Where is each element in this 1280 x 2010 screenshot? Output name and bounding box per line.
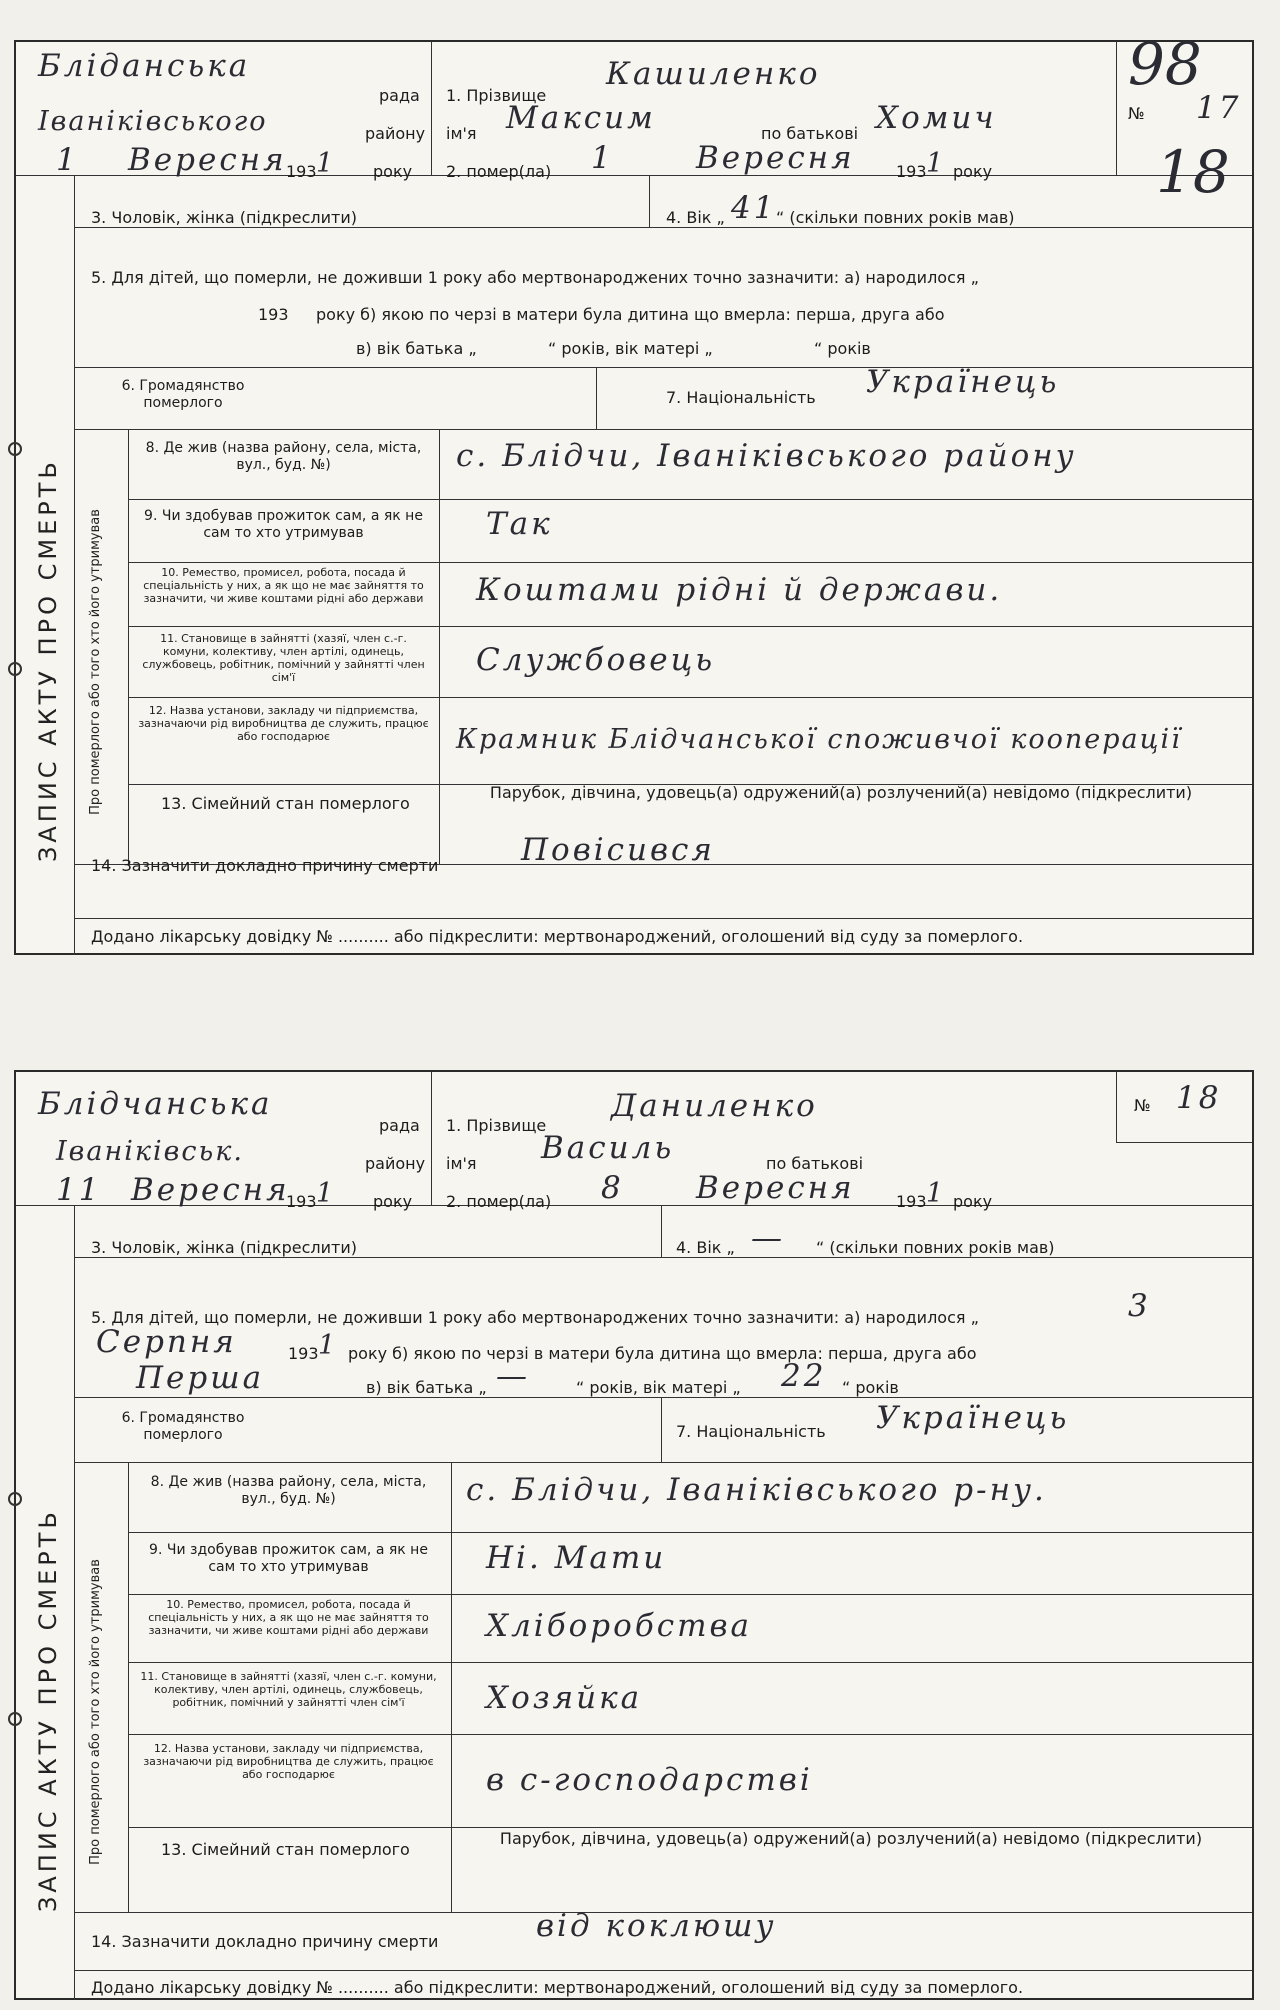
footer-note: Додано лікарську довідку № .......... або підкреслити: мертвонароджений, оголошений від суду за померлого. <box>91 1978 1024 1997</box>
record-number-label: № <box>1128 104 1145 123</box>
record-number: 17 <box>1196 90 1242 126</box>
marital-label: 13. Сімейний стан померлого <box>161 1840 410 1859</box>
citizenship-label: 6. Громадянство померлого <box>121 378 245 411</box>
age-label-prefix: 4. Вік „ <box>666 208 725 227</box>
entry-year-digit: 1 <box>316 148 336 179</box>
surname-label: 1. Прізвище <box>446 1116 547 1135</box>
years-label: “ років <box>842 1378 899 1397</box>
name-label: ім'я <box>446 124 477 143</box>
district-name: Іваніківського <box>38 106 268 137</box>
surname-label: 1. Прізвище <box>446 86 547 105</box>
age-value: 41 <box>731 190 777 226</box>
child-born-day: 3 <box>1128 1288 1151 1324</box>
occupation-label: 10. Ремество, промисел, робота, посада й спеціальність у них, а як що не має зайняття то зазначити, чи живе коштами рідні або держави <box>148 1598 429 1637</box>
cause-label: 14. Зазначити докладно причину смерти <box>91 856 439 875</box>
entry-day: 1 <box>56 142 79 178</box>
institution-label: 12. Назва установи, закладу чи підприємства, зазначаючи рід виробництва де служить, працює або господарює <box>143 1742 434 1781</box>
district-name: Іваніківськ. <box>56 1136 244 1167</box>
position-value: Хозяйка <box>486 1680 643 1716</box>
father-age-label: в) вік батька „ <box>356 339 477 358</box>
side-subtitle: Про померлого або того хто його утримував <box>88 1559 103 1865</box>
nationality-label: 7. Національність <box>666 388 816 407</box>
year-label: року <box>373 1192 413 1211</box>
council-label: рада <box>379 1116 420 1135</box>
occupation-label: 10. Ремество, промисел, робота, посада й спеціальність у них, а як що не має зайняття то зазначити, чи живе коштами рідні або держави <box>143 566 424 605</box>
mother-age: 22 <box>781 1358 827 1394</box>
position-value: Службовець <box>476 642 716 678</box>
mother-age-label: “ років, вік матері „ <box>548 339 713 358</box>
entry-year-prefix: 193 <box>286 162 317 181</box>
margin-number: 18 <box>1156 138 1230 206</box>
year-label: року <box>373 162 413 181</box>
death-month: Вересня <box>696 1170 855 1206</box>
binding-hole <box>8 1712 22 1726</box>
entry-year-prefix: 193 <box>286 1192 317 1211</box>
age-label-prefix: 4. Вік „ <box>676 1238 735 1257</box>
marital-label: 13. Сімейний стан померлого <box>161 794 410 813</box>
death-month: Вересня <box>696 140 855 176</box>
death-year-prefix: 193 <box>896 1192 927 1211</box>
entry-year-digit: 1 <box>316 1178 336 1209</box>
marital-options: Парубок, дівчина, удовець(а) одружений(а) розлучений(а) невідомо (підкреслити) <box>499 1829 1203 1848</box>
district-label: району <box>365 1154 426 1173</box>
child-order: Перша <box>136 1360 265 1396</box>
patronymic-label: по батькові <box>766 1154 864 1173</box>
side-title: ЗАПИС АКТУ ПРО СМЕРТЬ <box>34 1508 62 1912</box>
death-record-form-1 <box>14 30 1254 955</box>
position-label: 11. Становище в зайнятті (хазяї, член с.-г. комуни, колективу, член артілі, одинець, службовець, робітник, помічний у зайнятті член сім'ї <box>140 1670 437 1709</box>
patronymic-label: по батькові <box>761 124 859 143</box>
mother-age-label: “ років, вік матері „ <box>576 1378 741 1397</box>
death-year-prefix: 193 <box>896 162 927 181</box>
years-label: “ років <box>814 339 871 358</box>
death-year-label: року <box>953 162 993 181</box>
corner-number: 98 <box>1128 30 1202 98</box>
father-age-label: в) вік батька „ <box>366 1378 487 1397</box>
nationality-label: 7. Національність <box>676 1422 826 1441</box>
side-subtitle: Про померлого або того хто його утримував <box>88 509 103 815</box>
age-value: — <box>751 1220 785 1256</box>
citizenship-label: 6. Громадянство померлого <box>121 1410 245 1443</box>
cause-label: 14. Зазначити докладно причину смерти <box>91 1932 439 1951</box>
death-date-label: 2. помер(ла) <box>446 1192 552 1211</box>
child-label-1: 5. Для дітей, що померли, не доживши 1 року або мертвонароджених точно зазначити: а) народилося „ <box>91 1308 979 1327</box>
cause-value: Повісився <box>521 832 715 868</box>
position-label: 11. Становище в зайнятті (хазяї, член с.-г. комуни, колективу, член артілі, одинець, службовець, робітник, помічний у зайнятті член сім'ї <box>142 632 425 684</box>
district-label: району <box>365 124 426 143</box>
binding-hole <box>8 1492 22 1506</box>
name-label: ім'я <box>446 1154 477 1173</box>
footer-note: Додано лікарську довідку № .......... або підкреслити: мертвонароджений, оголошений від суду за померлого. <box>91 927 1024 946</box>
support-value: Так <box>486 506 553 542</box>
age-label-suffix: “ (скільки повних років мав) <box>776 208 1015 227</box>
death-year-label: року <box>953 1192 993 1211</box>
name-value: Максим <box>506 100 656 136</box>
support-label: 9. Чи здобував прожиток сам, а як не сам то хто утримував <box>149 1542 428 1575</box>
child-year-prefix: 193 <box>288 1344 319 1363</box>
death-day: 8 <box>601 1170 624 1206</box>
father-age: — <box>496 1358 530 1394</box>
surname-value: Кашиленко <box>606 56 821 92</box>
surname-value: Даниленко <box>611 1088 818 1124</box>
occupation-value: Коштами рідні й держави. <box>476 572 1003 608</box>
name-value: Василь <box>541 1130 675 1166</box>
sex-label: 3. Чоловік, жінка (підкреслити) <box>91 208 357 227</box>
nationality-value: Українець <box>876 1400 1070 1436</box>
cause-value: від коклюшу <box>536 1908 777 1944</box>
council-label: рада <box>379 86 420 105</box>
council-name: Блідчанська <box>38 1086 273 1122</box>
record-number-label: № <box>1134 1096 1151 1115</box>
entry-month: Вересня <box>131 1172 290 1208</box>
sex-label: 3. Чоловік, жінка (підкреслити) <box>91 1238 357 1257</box>
death-date-label: 2. помер(ла) <box>446 162 552 181</box>
death-year-digit: 1 <box>926 1178 946 1209</box>
child-year-prefix: 193 <box>258 305 289 324</box>
record-number: 18 <box>1176 1080 1222 1116</box>
child-label-2: року б) якою по черзі в матери була дитина що вмерла: перша, друга або <box>316 305 945 324</box>
death-day: 1 <box>591 140 614 176</box>
residence-label: 8. Де жив (назва району, села, міста, вул., буд. №) <box>150 1474 427 1507</box>
child-born-month: Серпня <box>96 1324 237 1360</box>
entry-day: 11 <box>56 1172 102 1208</box>
death-record-form-2 <box>14 1070 1254 2000</box>
binding-hole <box>8 662 22 676</box>
occupation-value: Хліборобства <box>486 1608 753 1644</box>
institution-value: Крамник Блідчанської споживчої кооперації <box>456 724 1182 755</box>
support-value: Ні. Мати <box>486 1540 667 1576</box>
side-title: ЗАПИС АКТУ ПРО СМЕРТЬ <box>34 458 62 862</box>
institution-label: 12. Назва установи, закладу чи підприємства, зазначаючи рід виробництва де служить, працює або господарює <box>138 704 429 743</box>
institution-value: в с-господарстві <box>486 1762 813 1798</box>
patronymic-value: Хомич <box>876 100 997 136</box>
marital-options: Парубок, дівчина, удовець(а) одружений(а) розлучений(а) невідомо (підкреслити) <box>489 783 1193 802</box>
nationality-value: Українець <box>866 364 1060 400</box>
death-year-digit: 1 <box>926 148 946 179</box>
entry-month: Вересня <box>128 142 287 178</box>
child-label-2: року б) якою по черзі в матери була дитина що вмерла: перша, друга або <box>348 1344 977 1363</box>
age-label-suffix: “ (скільки повних років мав) <box>816 1238 1055 1257</box>
binding-hole <box>8 442 22 456</box>
council-name: Бліданська <box>38 48 251 84</box>
residence-label: 8. Де жив (назва району, села, міста, вул., буд. №) <box>145 440 422 473</box>
residence-value: с. Блідчи, Іваніківського району <box>456 438 1077 474</box>
child-label-1: 5. Для дітей, що померли, не доживши 1 року або мертвонароджених точно зазначити: а) народилося „ <box>91 268 979 287</box>
residence-value: с. Блідчи, Іваніківського р-ну. <box>466 1472 1047 1508</box>
support-label: 9. Чи здобував прожиток сам, а як не сам то хто утримував <box>144 508 423 541</box>
child-year-digit: 1 <box>318 1330 338 1361</box>
